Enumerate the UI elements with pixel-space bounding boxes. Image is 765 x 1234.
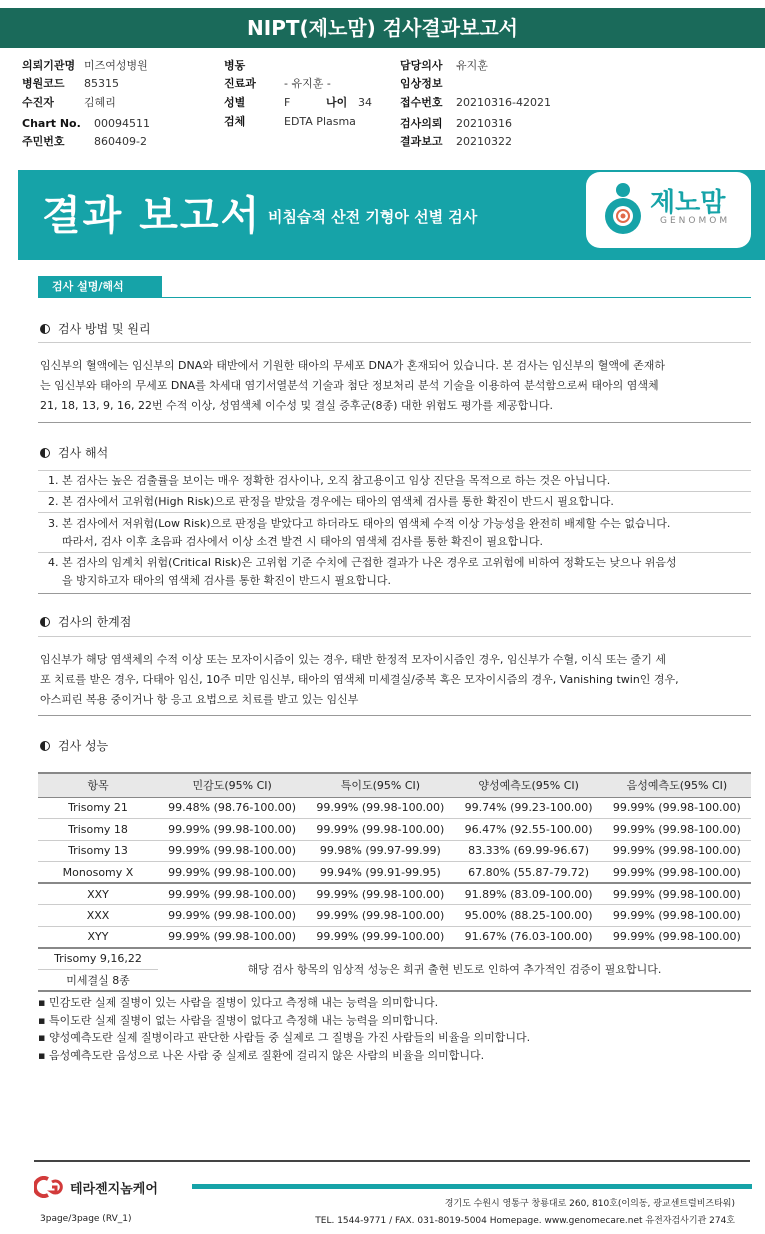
request-value: 20210316 <box>456 116 512 130</box>
half-circle-icon <box>40 617 50 627</box>
cell: 99.74% (99.23-100.00) <box>455 797 603 819</box>
col-npv: 음성예측도(95% CI) <box>603 773 751 797</box>
table-row <box>38 819 751 841</box>
cell: 67.80% (55.87-79.72) <box>455 862 603 884</box>
limits-paragraph <box>40 650 752 710</box>
cell: 96.47% (92.55-100.00) <box>455 819 603 841</box>
specimen-value: EDTA Plasma <box>284 114 356 128</box>
note-line: ▪ 특이도란 실제 질병이 없는 사람을 질병이 없다고 측정해 내는 능력을 의미합니다. <box>38 1013 439 1027</box>
method-heading <box>40 320 151 337</box>
ward-label: 병동 <box>224 59 246 72</box>
interpretation-item-cont: 을 방지하고자 태아의 염색체 검사를 통한 확진이 반드시 필요합니다. <box>62 574 391 587</box>
receipt-value: 20210316-42021 <box>456 95 551 109</box>
performance-heading <box>40 737 108 754</box>
page-number: 3page/3page (RV_1) <box>40 1214 132 1224</box>
footer-address: 경기도 수원시 영통구 창룡대로 260, 810호(이의동, 광교센트럴비즈타워) <box>444 1199 735 1209</box>
table-note: 해당 검사 항목의 임상적 성능은 희귀 출현 빈도로 인하여 추가적인 검증이 필요합니다. <box>158 948 751 991</box>
table-row <box>38 926 751 948</box>
method-paragraph <box>40 356 752 416</box>
section-tab: 검사 설명/해석 <box>38 276 162 298</box>
specimen-label: 검체 <box>224 115 246 128</box>
performance-heading-text: 검사 성능 <box>58 739 109 753</box>
mother-baby-icon <box>600 182 646 234</box>
method-line: 는 임신부와 태아의 무세포 DNA를 차세대 염기서열분석 기술과 첨단 정보처리 분석 기술을 이용하여 분석함으로써 태아의 염색체 <box>40 379 659 392</box>
cell: 99.99% (99.98-100.00) <box>603 883 751 905</box>
limits-heading-text: 검사의 한계점 <box>58 615 132 629</box>
method-line: 21, 18, 13, 9, 16, 22번 수적 이상, 성염색체 이수성 및 결실 증후군(8종) 대한 위험도 평가를 제공합니다. <box>40 399 554 412</box>
interpretation-item: 1. 본 검사는 높은 검출률을 보이는 매우 정확한 검사이나, 오직 참고용이고 임상 진단을 목적으로 하는 것은 아닙니다. <box>48 474 611 487</box>
cell: 99.99% (99.99-100.00) <box>306 926 454 948</box>
doctor-value: 유지훈 <box>456 59 488 72</box>
cell: Trisomy 18 <box>38 819 158 841</box>
cell: 99.99% (99.98-100.00) <box>603 926 751 948</box>
logo-text: 제노맘 <box>650 188 726 218</box>
sex-value: F <box>284 95 291 109</box>
half-circle-icon <box>40 448 50 458</box>
method-heading-text: 검사 방법 및 원리 <box>58 322 151 336</box>
note-line: ▪ 민감도란 실제 질병이 있는 사람을 질병이 있다고 측정해 내는 능력을 의미합니다. <box>38 996 439 1009</box>
cell: 91.89% (83.09-100.00) <box>455 883 603 905</box>
cell: 99.99% (99.98-100.00) <box>158 926 306 948</box>
result-banner <box>18 170 765 260</box>
patient-label: 수진자 <box>22 96 54 109</box>
col-sensitivity: 민감도(95% CI) <box>158 773 306 797</box>
table-row <box>38 862 751 884</box>
code-label: 병원코드 <box>22 77 65 90</box>
cell: 99.99% (99.98-100.00) <box>306 883 454 905</box>
interpretation-heading-text: 검사 해석 <box>58 446 109 460</box>
logo-subtext: GENOMOM <box>660 216 731 226</box>
cell: XYY <box>38 926 158 948</box>
divider <box>38 636 751 637</box>
company-name: 테라젠지놈케어 <box>70 1181 158 1197</box>
cell: Trisomy 13 <box>38 840 158 862</box>
half-circle-icon <box>40 741 50 751</box>
age-label: 나이 <box>326 96 348 109</box>
cell: 91.67% (76.03-100.00) <box>455 926 603 948</box>
half-circle-icon <box>40 324 50 334</box>
cell: 99.99% (99.98-100.00) <box>158 840 306 862</box>
interpretation-item-cont: 따라서, 검사 이후 초음파 검사에서 이상 소견 발견 시 태아의 염색체 검사를 통한 확진이 필요합니다. <box>62 535 543 548</box>
request-label: 검사의뢰 <box>400 117 443 130</box>
table-row <box>38 948 751 970</box>
cell: XXY <box>38 883 158 905</box>
limits-heading <box>40 613 131 630</box>
footer-accent-bar <box>192 1184 752 1189</box>
cell: 99.48% (98.76-100.00) <box>158 797 306 819</box>
limits-line: 포 치료를 받은 경우, 다태아 임신, 10주 미만 임신부, 태아의 염색체 미세결실/중복 혹은 모자이시즘의 경우, Vanishing twin인 경우, <box>40 673 679 686</box>
cell: 99.99% (99.98-100.00) <box>306 819 454 841</box>
col-ppv: 양성예측도(95% CI) <box>455 773 603 797</box>
cell: 99.99% (99.98-100.00) <box>603 797 751 819</box>
cell: 99.99% (99.98-100.00) <box>603 905 751 927</box>
col-item: 항목 <box>38 773 158 797</box>
cell: 미세결실 8종 <box>38 969 158 991</box>
divider <box>38 715 751 716</box>
chart-value: 00094511 <box>94 116 150 130</box>
genomom-logo <box>586 172 751 248</box>
col-specificity: 특이도(95% CI) <box>306 773 454 797</box>
divider <box>38 342 751 343</box>
receipt-label: 접수번호 <box>400 96 443 109</box>
method-line: 임신부의 혈액에는 임신부의 DNA와 태반에서 기원한 태아의 무세포 DNA가 혼재되어 있습니다. 본 검사는 임신부의 혈액에 존재하 <box>40 359 666 372</box>
table-row <box>38 905 751 927</box>
cell: 99.99% (99.98-100.00) <box>158 883 306 905</box>
footer-contact: TEL. 1544-9771 / FAX. 031-8019-5004 Homepage. www.genomecare.net 유전자검사기관 274호 <box>315 1216 735 1226</box>
limits-line: 아스피린 복용 중이거나 항 응고 요법으로 치료를 받고 있는 임신부 <box>40 693 359 706</box>
cell: 99.94% (99.91-99.95) <box>306 862 454 884</box>
footer-divider <box>34 1160 750 1162</box>
table-header-row <box>38 773 751 797</box>
divider <box>38 593 751 594</box>
cell: 99.98% (99.97-99.99) <box>306 840 454 862</box>
dept-label: 진료과 <box>224 77 256 90</box>
cell: 99.99% (99.98-100.00) <box>158 905 306 927</box>
cell: Trisomy 9,16,22 <box>38 948 158 970</box>
cell: 99.99% (99.98-100.00) <box>603 862 751 884</box>
cell: Trisomy 21 <box>38 797 158 819</box>
banner-subtitle: 비침습적 산전 기형아 선별 검사 <box>268 208 478 226</box>
cell: Monosomy X <box>38 862 158 884</box>
hospital-label: 의뢰기관명 <box>22 59 76 72</box>
teragen-logo-icon <box>34 1176 64 1198</box>
ssn-value: 860409-2 <box>94 134 147 148</box>
performance-table <box>38 772 751 992</box>
cell: 99.99% (99.98-100.00) <box>158 862 306 884</box>
note-line: ▪ 양성예측도란 실제 질병이라고 판단한 사람들 중 실제로 그 질병을 가진 사람들의 비율을 의미합니다. <box>38 1031 531 1044</box>
cell: 99.99% (99.98-100.00) <box>306 797 454 819</box>
report-date-value: 20210322 <box>456 134 512 148</box>
interpretation-item: 3. 본 검사에서 저위험(Low Risk)으로 판정을 받았다고 하더라도 태아의 염색체 수적 이상 가능성을 완전히 배제할 수는 없습니다. <box>48 517 671 530</box>
cell: 99.99% (99.98-100.00) <box>603 819 751 841</box>
clinical-label: 임상정보 <box>400 77 443 90</box>
interpretation-item: 4. 본 검사의 임계치 위험(Critical Risk)은 고위험 기준 수치에 근접한 결과가 나온 경우로 고위험에 비하여 정확도는 낮으나 위음성 <box>48 556 677 569</box>
cell: 99.99% (99.98-100.00) <box>603 840 751 862</box>
interpretation-item: 2. 본 검사에서 고위험(High Risk)으로 판정을 받았을 경우에는 태아의 염색체 검사를 통한 확진이 반드시 필요합니다. <box>48 495 614 508</box>
definition-notes <box>38 994 530 1064</box>
divider <box>38 422 751 423</box>
sex-label: 성별 <box>224 96 246 109</box>
chart-label: Chart No. <box>22 116 81 130</box>
cell: 95.00% (88.25-100.00) <box>455 905 603 927</box>
banner-title: 결과 보고서 <box>42 193 262 239</box>
table-row <box>38 840 751 862</box>
report-title: NIPT(제노맘) 검사결과보고서 <box>0 8 765 48</box>
ssn-label: 주민번호 <box>22 135 65 148</box>
cell: XXX <box>38 905 158 927</box>
limits-line: 임신부가 해당 염색체의 수적 이상 또는 모자이시즘이 있는 경우, 태반 한정적 모자이시즘인 경우, 임신부가 수혈, 이식 또는 줄기 세 <box>40 653 666 666</box>
report-date-label: 결과보고 <box>400 135 443 148</box>
cell: 83.33% (69.99-96.67) <box>455 840 603 862</box>
code-value: 85315 <box>84 76 119 90</box>
cell: 99.99% (99.98-100.00) <box>158 819 306 841</box>
patient-value: 김혜리 <box>84 96 116 109</box>
section-divider <box>38 297 751 298</box>
doctor-label: 담당의사 <box>400 59 443 72</box>
dept-value: - 유지훈 - <box>284 77 331 90</box>
cell: 99.99% (99.98-100.00) <box>306 905 454 927</box>
table-row <box>38 797 751 819</box>
interpretation-heading <box>40 444 108 461</box>
divider <box>38 512 751 513</box>
footer-logo <box>34 1176 158 1198</box>
hospital-value: 미즈여성병원 <box>84 59 148 72</box>
table-row <box>38 883 751 905</box>
note-line: ▪ 음성예측도란 음성으로 나온 사람 중 실제로 질환에 걸리지 않은 사람의 비율을 의미합니다. <box>38 1048 485 1062</box>
age-value: 34 <box>358 95 372 109</box>
